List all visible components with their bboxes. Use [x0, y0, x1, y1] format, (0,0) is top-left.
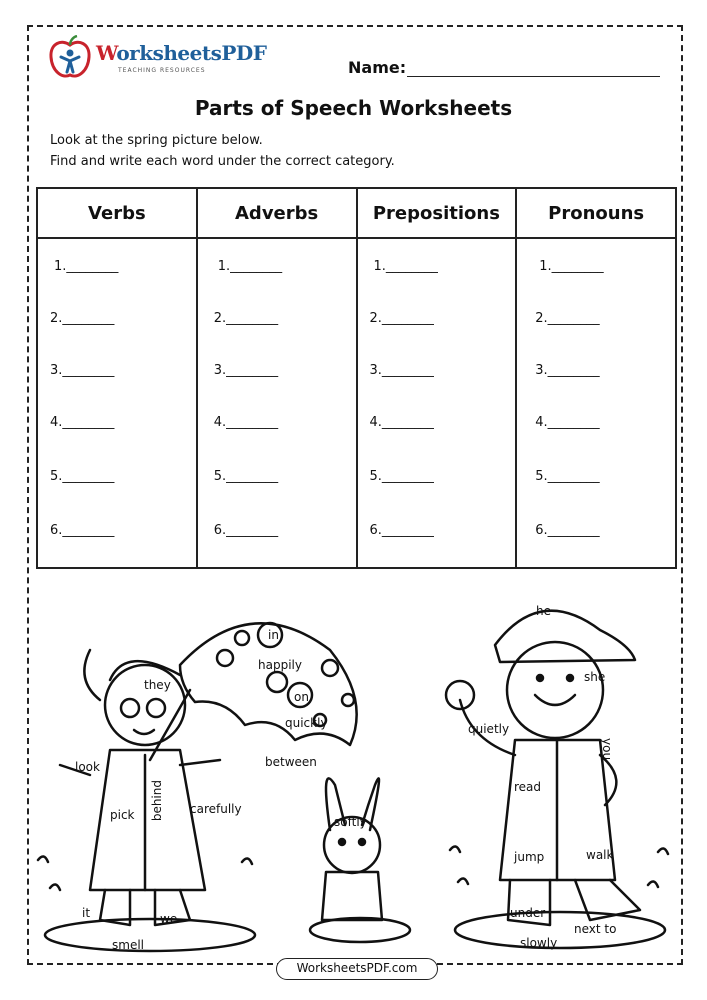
answer-blank[interactable]: 4.________ — [535, 415, 600, 430]
word-label: under — [510, 906, 546, 920]
word-label: softly — [334, 815, 367, 829]
answer-blank[interactable]: 4.________ — [213, 415, 279, 430]
word-label: between — [265, 755, 317, 769]
answer-blank[interactable]: 6.________ — [50, 523, 115, 538]
answer-blank[interactable]: 5.________ — [50, 469, 115, 484]
column-header: Verbs — [38, 189, 196, 239]
splash-drops-icon — [38, 846, 668, 890]
word-label: carefully — [190, 802, 242, 816]
answer-blank[interactable]: 1.________ — [217, 259, 283, 274]
word-label: on — [294, 690, 309, 704]
puddle-icon — [455, 912, 665, 948]
instruction-line-2: Find and write each word under the correct category. — [50, 154, 395, 169]
word-label: she — [584, 670, 606, 684]
word-label: you — [600, 738, 614, 761]
word-label: they — [144, 678, 171, 692]
column-pronouns — [517, 189, 675, 567]
column-verbs — [38, 189, 198, 567]
answer-blank[interactable]: 3.________ — [369, 363, 434, 378]
apple-logo-icon — [48, 35, 92, 81]
word-label: in — [268, 628, 279, 642]
word-label: read — [514, 780, 542, 794]
word-label: smell — [112, 938, 144, 952]
answer-blank[interactable]: 6.________ — [213, 523, 279, 538]
puddle-icon — [310, 918, 410, 942]
girl-icon — [60, 650, 220, 925]
answer-blank[interactable]: 2.________ — [369, 311, 434, 326]
word-label: he — [536, 604, 551, 618]
name-label: Name: — [348, 58, 407, 77]
answer-blank[interactable]: 6.________ — [369, 523, 434, 538]
answer-blank[interactable]: 1.________ — [539, 259, 604, 274]
answer-blank[interactable]: 3.________ — [50, 363, 115, 378]
boy-icon — [446, 611, 640, 925]
word-label: jump — [514, 850, 545, 864]
instruction-line-1: Look at the spring picture below. — [50, 133, 263, 148]
puddle-icon — [45, 919, 255, 951]
answer-blank[interactable]: 3.________ — [535, 363, 600, 378]
answer-blank[interactable]: 5.________ — [213, 469, 279, 484]
word-label: walk — [586, 848, 614, 862]
spring-picture — [30, 590, 680, 960]
answer-blank[interactable]: 1.________ — [54, 259, 119, 274]
logo-tagline: TEACHING RESOURCES — [118, 67, 206, 74]
word-label: happily — [258, 658, 302, 672]
answer-blank[interactable]: 2.________ — [213, 311, 279, 326]
category-table — [36, 187, 677, 569]
logo-wordmark: WorksheetsPDF — [96, 41, 267, 65]
column-prepositions — [358, 189, 518, 567]
column-header: Prepositions — [358, 189, 516, 239]
name-field[interactable] — [407, 76, 660, 77]
word-label: quietly — [468, 722, 510, 736]
column-header: Adverbs — [198, 189, 356, 239]
answer-blank[interactable]: 4.________ — [50, 415, 115, 430]
answer-blank[interactable]: 5.________ — [369, 469, 434, 484]
word-label: next to — [574, 922, 617, 936]
answer-blank[interactable]: 2.________ — [535, 311, 600, 326]
column-header: Pronouns — [517, 189, 675, 239]
word-label: slowly — [520, 936, 558, 950]
bunny-icon — [322, 778, 382, 920]
footer-site-label[interactable]: WorksheetsPDF.com — [276, 958, 438, 980]
answer-blank[interactable]: 3.________ — [213, 363, 279, 378]
word-label: look — [75, 760, 100, 774]
answer-blank[interactable]: 5.________ — [535, 469, 600, 484]
column-adverbs — [198, 189, 358, 567]
page-title: Parts of Speech Worksheets — [194, 96, 513, 120]
word-label: we — [160, 912, 178, 926]
word-label: pick — [110, 808, 135, 822]
logo — [48, 35, 267, 83]
answer-blank[interactable]: 4.________ — [369, 415, 434, 430]
word-label: behind — [150, 780, 164, 822]
word-label: quickly — [285, 716, 328, 730]
answer-blank[interactable]: 6.________ — [535, 523, 600, 538]
word-label: it — [82, 906, 91, 920]
answer-blank[interactable]: 2.________ — [50, 311, 115, 326]
answer-blank[interactable]: 1.________ — [373, 259, 438, 274]
umbrella-icon — [150, 623, 357, 760]
